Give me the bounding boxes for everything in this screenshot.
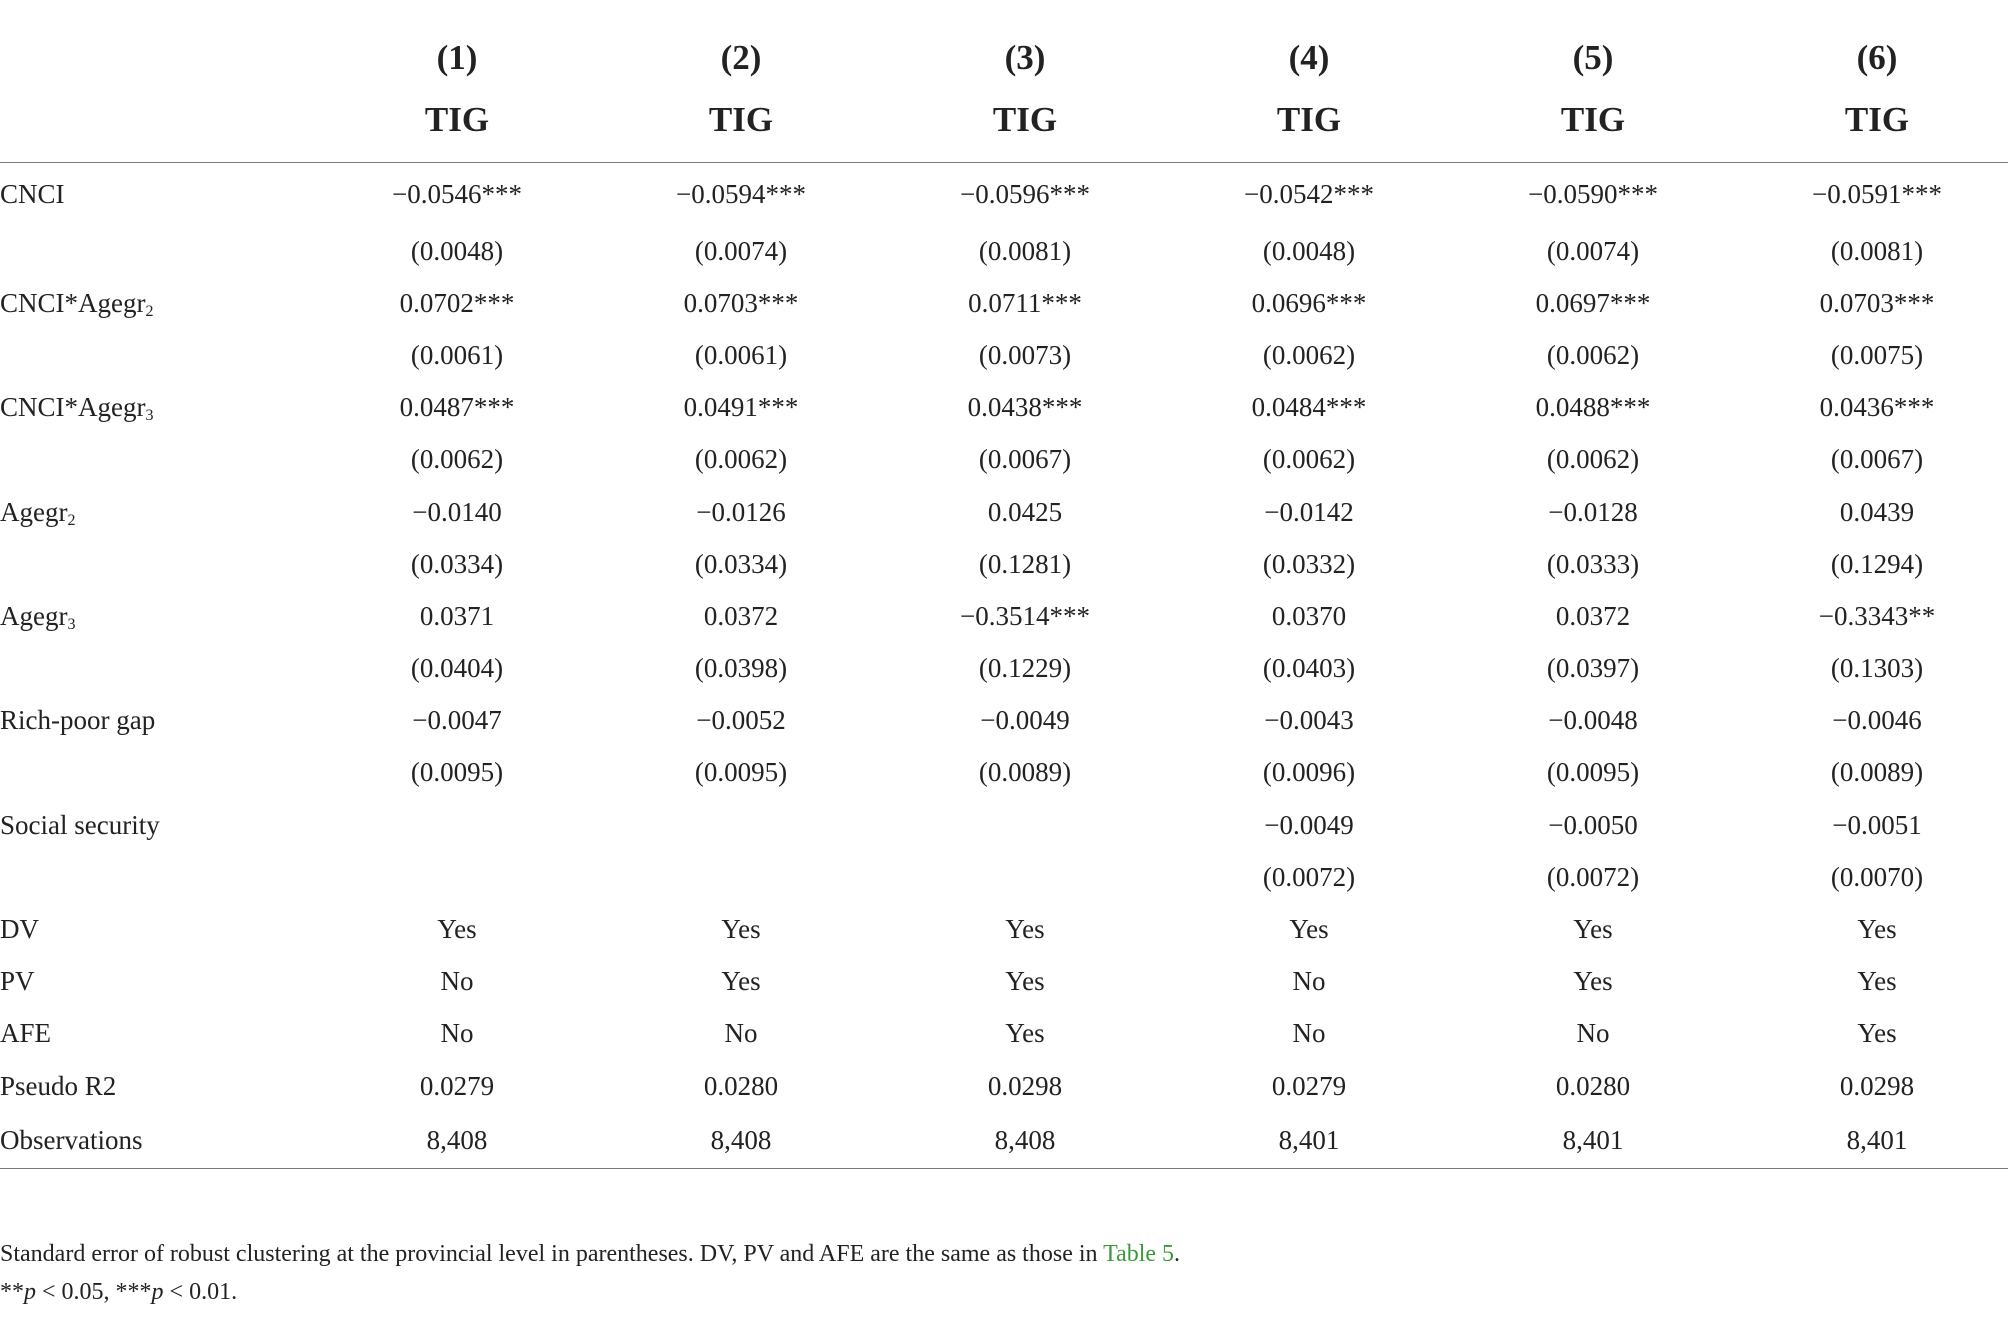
row-label [0, 277, 315, 329]
row-label-text: Rich-poor gap [0, 705, 156, 736]
table-cell: (0.0096) [1262, 757, 1356, 788]
column-number: (1) [436, 38, 478, 77]
table-cell: Yes [437, 914, 477, 945]
table-cell: −0.0142 [1264, 496, 1354, 527]
table-cell: −0.0594*** [676, 178, 806, 209]
row-label [0, 163, 315, 226]
column-number: (6) [1856, 38, 1898, 77]
notes-text: Standard error of robust clustering at the provincial level in parentheses. DV, PV and AFE are the same as those in [0, 1241, 1104, 1267]
notes-line-1 [0, 1235, 1180, 1273]
table-cell: (0.0095) [410, 757, 504, 788]
table-cell: No [440, 1018, 474, 1049]
table-cell: Yes [1857, 966, 1897, 997]
table-cell: 8,401 [1735, 1112, 2008, 1169]
table-row [0, 1060, 2008, 1112]
table-cell: −0.0049 [980, 705, 1070, 736]
dependent-variable-row [0, 78, 2008, 163]
row-label-subscript: 3 [67, 615, 76, 633]
table-cell: 0.0439 [1839, 496, 1915, 527]
row-label-text: PV [0, 966, 35, 997]
table-cell: −0.0046 [1832, 705, 1922, 736]
table-row [0, 903, 2008, 955]
notes-period: . [1174, 1241, 1181, 1267]
table-row [0, 590, 2008, 642]
table-cell [599, 799, 883, 851]
table-cell: 0.0298 [1839, 1070, 1915, 1101]
table-cell: (0.0048) [1262, 235, 1356, 266]
table-cell [883, 851, 1167, 903]
table-cell: −0.3343** [1818, 600, 1936, 631]
table-cell: (0.0067) [1830, 444, 1924, 475]
table-cell: 0.0491*** [683, 392, 799, 423]
table-row [0, 695, 2008, 747]
row-label [0, 643, 315, 695]
table-cell: (0.0062) [694, 444, 788, 475]
table-cell: 0.0279 [419, 1070, 495, 1101]
table-cell: (0.1281) [978, 548, 1072, 579]
p-symbol: p [24, 1279, 36, 1305]
column-number: (3) [1004, 38, 1046, 77]
table-row [0, 225, 2008, 277]
table-cell: (0.1303) [1830, 653, 1924, 684]
p-symbol: p [151, 1279, 164, 1305]
table-cell: (0.0070) [1830, 861, 1924, 892]
table-cell: (0.1294) [1830, 548, 1924, 579]
row-label [0, 799, 315, 851]
table-body [0, 163, 2008, 1169]
row-label-text: Agegr [0, 600, 68, 631]
row-label [0, 956, 315, 1008]
table-cell: (0.0062) [410, 444, 504, 475]
table-cell: (0.0397) [1546, 653, 1640, 684]
table-cell: 0.0371 [419, 600, 495, 631]
table-cell: −0.0590*** [1528, 178, 1658, 209]
header-empty-cell [0, 78, 315, 163]
row-label-text: CNCI*Agegr [0, 287, 146, 318]
table-cell: (0.0334) [694, 548, 788, 579]
table-cell: −0.0051 [1832, 809, 1922, 840]
table-row [0, 1112, 2008, 1169]
table-cell: (0.0073) [978, 339, 1072, 370]
table-cell: (0.0072) [1262, 861, 1356, 892]
table-cell: Yes [1857, 914, 1897, 945]
table-cell: 8,401 [1167, 1112, 1451, 1169]
table-cell: (0.0074) [1546, 235, 1640, 266]
table-cell: −0.0126 [696, 496, 786, 527]
table-cell: (0.0072) [1546, 861, 1640, 892]
table-cell: Yes [1005, 914, 1045, 945]
table-cell: 0.0711*** [968, 287, 1082, 318]
row-label [0, 1060, 315, 1112]
table-header [0, 0, 2008, 163]
table-cell: (0.0404) [410, 653, 504, 684]
table-cell: (0.0333) [1546, 548, 1640, 579]
table-cell: −0.0050 [1548, 809, 1638, 840]
row-label [0, 434, 315, 486]
row-label-text: Agegr [0, 496, 68, 527]
dependent-variable: TIG [315, 78, 599, 163]
table-5-link[interactable]: Table 5 [1103, 1241, 1175, 1267]
table-cell: No [724, 1018, 758, 1049]
table-cell: Yes [1005, 966, 1045, 997]
table-cell: (0.0067) [978, 444, 1072, 475]
table-cell: −0.3514*** [960, 600, 1090, 631]
table-cell [315, 799, 599, 851]
row-label [0, 1008, 315, 1060]
row-label [0, 590, 315, 642]
table-cell: 0.0372 [1555, 600, 1631, 631]
row-label-text: DV [0, 914, 39, 945]
header-empty-cell [0, 0, 315, 78]
table-row [0, 329, 2008, 381]
table-cell: (0.0095) [694, 757, 788, 788]
row-label-text: Pseudo R2 [0, 1070, 117, 1101]
table-cell: 0.0703*** [1819, 287, 1935, 318]
row-label [0, 695, 315, 747]
table-cell: 0.0703*** [683, 287, 799, 318]
row-label [0, 538, 315, 590]
table-cell: (0.0095) [1546, 757, 1640, 788]
dependent-variable: TIG [883, 78, 1167, 163]
table-row [0, 747, 2008, 799]
significance-stars: *** [115, 1279, 152, 1305]
table-cell: 8,408 [599, 1112, 883, 1169]
table-row [0, 163, 2008, 226]
table-cell: (0.0332) [1262, 548, 1356, 579]
table-cell: No [1292, 1018, 1326, 1049]
table-row [0, 1008, 2008, 1060]
table-row [0, 799, 2008, 851]
row-label [0, 903, 315, 955]
column-number: (2) [720, 38, 762, 77]
row-label-subscript: 2 [67, 511, 76, 529]
table-cell: 0.0696*** [1251, 287, 1367, 318]
row-label [0, 225, 315, 277]
table-cell: 8,401 [1451, 1112, 1735, 1169]
table-row [0, 382, 2008, 434]
table-cell: −0.0052 [696, 705, 786, 736]
table-cell: 0.0488*** [1535, 392, 1651, 423]
notes-line-2 [0, 1273, 1180, 1311]
table-cell: −0.0596*** [960, 178, 1090, 209]
table-cell: 0.0425 [987, 496, 1063, 527]
table-cell: −0.0591*** [1812, 178, 1942, 209]
table-cell: (0.0334) [410, 548, 504, 579]
table-cell: 0.0372 [703, 600, 779, 631]
table-cell: (0.1229) [978, 653, 1072, 684]
row-label [0, 382, 315, 434]
table-cell: Yes [1005, 1018, 1045, 1049]
significance-stars: ** [0, 1279, 24, 1305]
table-cell: (0.0398) [694, 653, 788, 684]
column-number: (4) [1288, 38, 1330, 77]
table-cell: −0.0048 [1548, 705, 1638, 736]
significance-threshold: < 0.05, [36, 1279, 116, 1305]
table-cell: 0.0697*** [1535, 287, 1651, 318]
table-cell [315, 851, 599, 903]
table-cell: −0.0542*** [1244, 178, 1374, 209]
table-cell: (0.0062) [1262, 339, 1356, 370]
table-cell: (0.0074) [694, 235, 788, 266]
table-cell: Yes [1289, 914, 1329, 945]
row-label [0, 329, 315, 381]
row-label-text: Observations [0, 1124, 143, 1155]
row-label-text: CNCI [0, 178, 65, 209]
table-cell: −0.0047 [412, 705, 502, 736]
table-cell: −0.0546*** [392, 178, 522, 209]
dependent-variable: TIG [1735, 78, 2008, 163]
table-row [0, 538, 2008, 590]
table-cell: Yes [1573, 914, 1613, 945]
table-cell: No [440, 966, 474, 997]
table-row [0, 851, 2008, 903]
row-label-text: Social security [0, 809, 160, 840]
table-cell: −0.0140 [412, 496, 502, 527]
row-label [0, 851, 315, 903]
table-cell: Yes [1857, 1018, 1897, 1049]
table-cell: −0.0043 [1264, 705, 1354, 736]
table-cell: (0.0081) [1830, 235, 1924, 266]
significance-threshold: < 0.01. [163, 1279, 238, 1305]
table-cell: Yes [1573, 966, 1613, 997]
table-cell: (0.0062) [1546, 444, 1640, 475]
table-cell: 0.0436*** [1819, 392, 1935, 423]
table-cell: (0.0062) [1262, 444, 1356, 475]
table-row [0, 643, 2008, 695]
row-label-text: CNCI*Agegr [0, 392, 146, 423]
table-cell: −0.0049 [1264, 809, 1354, 840]
table-cell: 0.0279 [1271, 1070, 1347, 1101]
table-cell: (0.0075) [1830, 339, 1924, 370]
row-label-text: AFE [0, 1018, 52, 1049]
table-row [0, 434, 2008, 486]
table-cell: 0.0702*** [399, 287, 515, 318]
dependent-variable: TIG [599, 78, 883, 163]
table-cell: (0.0048) [410, 235, 504, 266]
table-cell: 8,408 [315, 1112, 599, 1169]
table-cell: (0.0061) [410, 339, 504, 370]
table-cell: 0.0484*** [1251, 392, 1367, 423]
table-cell: (0.0061) [694, 339, 788, 370]
table-row [0, 956, 2008, 1008]
row-label [0, 747, 315, 799]
row-label [0, 1112, 315, 1169]
column-number-row [0, 0, 2008, 78]
table-cell: 0.0280 [1555, 1070, 1631, 1101]
row-label-subscript: 3 [145, 407, 154, 425]
table-cell: Yes [721, 914, 761, 945]
row-label-subscript: 2 [145, 302, 154, 320]
table-cell: Yes [721, 966, 761, 997]
table-cell [599, 851, 883, 903]
table-cell: No [1292, 966, 1326, 997]
table-notes [0, 1235, 1180, 1311]
table-cell: (0.0081) [978, 235, 1072, 266]
table-cell: −0.0128 [1548, 496, 1638, 527]
column-number: (5) [1572, 38, 1614, 77]
table-row [0, 486, 2008, 538]
table-cell: 0.0280 [703, 1070, 779, 1101]
table-cell [883, 799, 1167, 851]
table-cell: 0.0438*** [967, 392, 1083, 423]
table-cell: (0.0089) [978, 757, 1072, 788]
table-cell: (0.0062) [1546, 339, 1640, 370]
table-cell: 0.0370 [1271, 600, 1347, 631]
table-cell: (0.0403) [1262, 653, 1356, 684]
table-cell: (0.0089) [1830, 757, 1924, 788]
table-cell: 8,408 [883, 1112, 1167, 1169]
table-cell: No [1576, 1018, 1610, 1049]
dependent-variable: TIG [1167, 78, 1451, 163]
row-label [0, 486, 315, 538]
table-row [0, 277, 2008, 329]
table-cell: 0.0487*** [399, 392, 515, 423]
dependent-variable: TIG [1451, 78, 1735, 163]
table-cell: 0.0298 [987, 1070, 1063, 1101]
